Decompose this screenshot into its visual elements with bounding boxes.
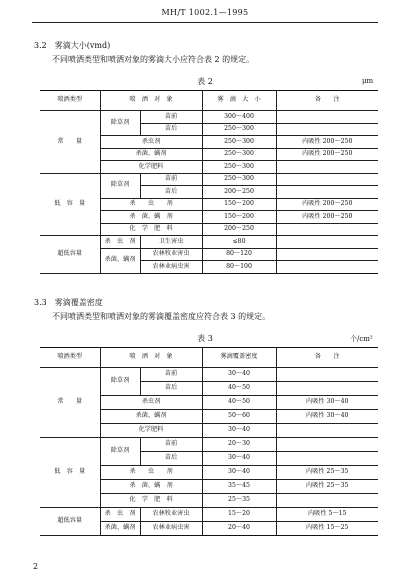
object-cell: 化学肥料 bbox=[100, 161, 202, 174]
header-spray-object: 喷 洒 对 象 bbox=[100, 348, 202, 368]
value-cell: 250～300 bbox=[202, 123, 276, 136]
value-cell: 200～250 bbox=[202, 186, 276, 199]
table-row bbox=[40, 173, 378, 186]
object-cell: 除草剂 bbox=[100, 368, 140, 396]
value-cell: 30～40 bbox=[202, 368, 276, 382]
sub-object-cell: 苗前 bbox=[140, 173, 202, 186]
header-remarks: 备 注 bbox=[276, 91, 378, 111]
note-cell bbox=[276, 261, 378, 274]
note-cell bbox=[276, 173, 378, 186]
sub-object-cell: 苗后 bbox=[140, 382, 202, 396]
value-cell: 150～200 bbox=[202, 211, 276, 224]
object-cell: 杀 虫 剂 bbox=[100, 236, 140, 249]
table-3-unit: 个/cm² bbox=[350, 335, 373, 343]
table-row bbox=[40, 236, 378, 249]
value-cell: 150～200 bbox=[202, 198, 276, 211]
value-cell: 250～300 bbox=[202, 136, 276, 149]
spray-type-cell: 低 容 量 bbox=[40, 173, 100, 236]
table-2-header-row bbox=[40, 91, 378, 111]
object-cell: 杀菌、螨剂 bbox=[100, 410, 202, 424]
header-rule bbox=[32, 22, 378, 23]
header-droplet-size: 雾 滴 大 小 bbox=[202, 91, 276, 111]
value-cell: 15～20 bbox=[202, 508, 276, 522]
object-cell: 化学肥料 bbox=[100, 424, 202, 438]
document-header: MH/T 1002.1—1995 bbox=[161, 8, 249, 17]
value-cell: 30～40 bbox=[202, 424, 276, 438]
note-cell: 内吸性 25～35 bbox=[276, 480, 378, 494]
sub-object-cell: 苗后 bbox=[140, 452, 202, 466]
object-cell: 化 学 肥 料 bbox=[100, 223, 202, 236]
value-cell: 30～40 bbox=[202, 466, 276, 480]
note-cell: 内吸性 200～250 bbox=[276, 211, 378, 224]
spray-type-cell: 常 量 bbox=[40, 111, 100, 174]
value-cell: 30～40 bbox=[202, 452, 276, 466]
table-2-caption: 表 2 bbox=[197, 77, 213, 86]
table-3-caption: 表 3 bbox=[197, 334, 213, 343]
sub-object-cell: 苗前 bbox=[140, 368, 202, 382]
spray-type-cell: 常 量 bbox=[40, 368, 100, 438]
header-spray-object: 喷 洒 对 象 bbox=[100, 91, 202, 111]
note-cell: 内吸性 30～40 bbox=[276, 396, 378, 410]
sub-object-cell: 苗前 bbox=[140, 438, 202, 452]
note-cell bbox=[276, 161, 378, 174]
object-cell: 杀 菌、螨 剂 bbox=[100, 480, 202, 494]
table-2 bbox=[40, 90, 378, 274]
note-cell bbox=[276, 236, 378, 249]
sub-object-cell: 农林业病虫害 bbox=[140, 522, 202, 536]
value-cell: 200～250 bbox=[202, 223, 276, 236]
value-cell: 40～50 bbox=[202, 396, 276, 410]
sub-object-cell: 苗后 bbox=[140, 123, 202, 136]
table-3-header-row bbox=[40, 348, 378, 368]
sub-object-cell: 农林牧业害虫 bbox=[140, 248, 202, 261]
spray-type-cell: 超低容量 bbox=[40, 508, 100, 536]
object-cell: 杀虫剂 bbox=[100, 136, 202, 149]
note-cell bbox=[276, 248, 378, 261]
header-coverage-density: 雾滴覆盖密度 bbox=[202, 348, 276, 368]
value-cell: 250～300 bbox=[202, 173, 276, 186]
note-cell: 内吸性 200～250 bbox=[276, 198, 378, 211]
table-row bbox=[40, 508, 378, 522]
spray-type-cell: 低 容 量 bbox=[40, 438, 100, 508]
note-cell bbox=[276, 223, 378, 236]
header-spray-type: 喷洒类型 bbox=[40, 348, 100, 368]
note-cell bbox=[276, 382, 378, 396]
section-3-3-title: 3.3 雾滴覆盖密度 bbox=[34, 298, 103, 307]
value-cell: 40～50 bbox=[202, 382, 276, 396]
note-cell bbox=[276, 452, 378, 466]
object-cell: 杀菌、螨剂 bbox=[100, 522, 140, 536]
value-cell: 250～300 bbox=[202, 161, 276, 174]
note-cell bbox=[276, 111, 378, 124]
value-cell: 80～120 bbox=[202, 248, 276, 261]
table-3 bbox=[40, 347, 378, 536]
value-cell: 300～400 bbox=[202, 111, 276, 124]
section-3-3-paragraph: 不同喷洒类型和喷洒对象的雾滴覆盖密度应符合表 3 的规定。 bbox=[52, 312, 271, 321]
table-row bbox=[40, 438, 378, 452]
object-cell: 除草剂 bbox=[100, 111, 140, 136]
note-cell bbox=[276, 123, 378, 136]
table-row bbox=[40, 111, 378, 124]
value-cell: 250～300 bbox=[202, 148, 276, 161]
note-cell: 内吸性 15～25 bbox=[276, 522, 378, 536]
sub-object-cell: 苗前 bbox=[140, 111, 202, 124]
object-cell: 除草剂 bbox=[100, 173, 140, 198]
object-cell: 杀虫剂 bbox=[100, 396, 202, 410]
object-cell: 杀 虫 剂 bbox=[100, 508, 140, 522]
note-cell bbox=[276, 424, 378, 438]
section-3-2-paragraph: 不同喷洒类型和喷洒对象的雾滴大小应符合表 2 的规定。 bbox=[52, 55, 255, 64]
table-row bbox=[40, 368, 378, 382]
page-number: 2 bbox=[33, 562, 39, 571]
header-spray-type: 喷洒类型 bbox=[40, 91, 100, 111]
note-cell bbox=[276, 186, 378, 199]
table-2-unit: μm bbox=[362, 77, 374, 85]
section-3-2-title: 3.2 雾滴大小(vmd) bbox=[34, 41, 111, 50]
value-cell: 50～60 bbox=[202, 410, 276, 424]
object-cell: 杀菌、螨剂 bbox=[100, 248, 140, 273]
object-cell: 杀 虫 剂 bbox=[100, 466, 202, 480]
object-cell: 杀菌、螨剂 bbox=[100, 148, 202, 161]
object-cell: 化 学 肥 料 bbox=[100, 494, 202, 508]
sub-object-cell: 苗后 bbox=[140, 186, 202, 199]
note-cell: 内吸性 30～40 bbox=[276, 410, 378, 424]
note-cell: 内吸性 25～35 bbox=[276, 466, 378, 480]
object-cell: 除草剂 bbox=[100, 438, 140, 466]
header-remarks: 备 注 bbox=[276, 348, 378, 368]
value-cell: 35～45 bbox=[202, 480, 276, 494]
note-cell bbox=[276, 438, 378, 452]
value-cell: 20～30 bbox=[202, 438, 276, 452]
object-cell: 杀 菌、螨 剂 bbox=[100, 211, 202, 224]
sub-object-cell: 卫生害虫 bbox=[140, 236, 202, 249]
note-cell: 内吸性 200～250 bbox=[276, 148, 378, 161]
note-cell: 内吸性 5～15 bbox=[276, 508, 378, 522]
object-cell: 杀 虫 剂 bbox=[100, 198, 202, 211]
spray-type-cell: 超低容量 bbox=[40, 236, 100, 274]
value-cell: 20～40 bbox=[202, 522, 276, 536]
value-cell: 80～100 bbox=[202, 261, 276, 274]
value-cell: ≤80 bbox=[202, 236, 276, 249]
value-cell: 25～35 bbox=[202, 494, 276, 508]
sub-object-cell: 农林牧业害虫 bbox=[140, 508, 202, 522]
note-cell: 内吸性 200～250 bbox=[276, 136, 378, 149]
sub-object-cell: 农林业病虫害 bbox=[140, 261, 202, 274]
note-cell bbox=[276, 368, 378, 382]
note-cell bbox=[276, 494, 378, 508]
